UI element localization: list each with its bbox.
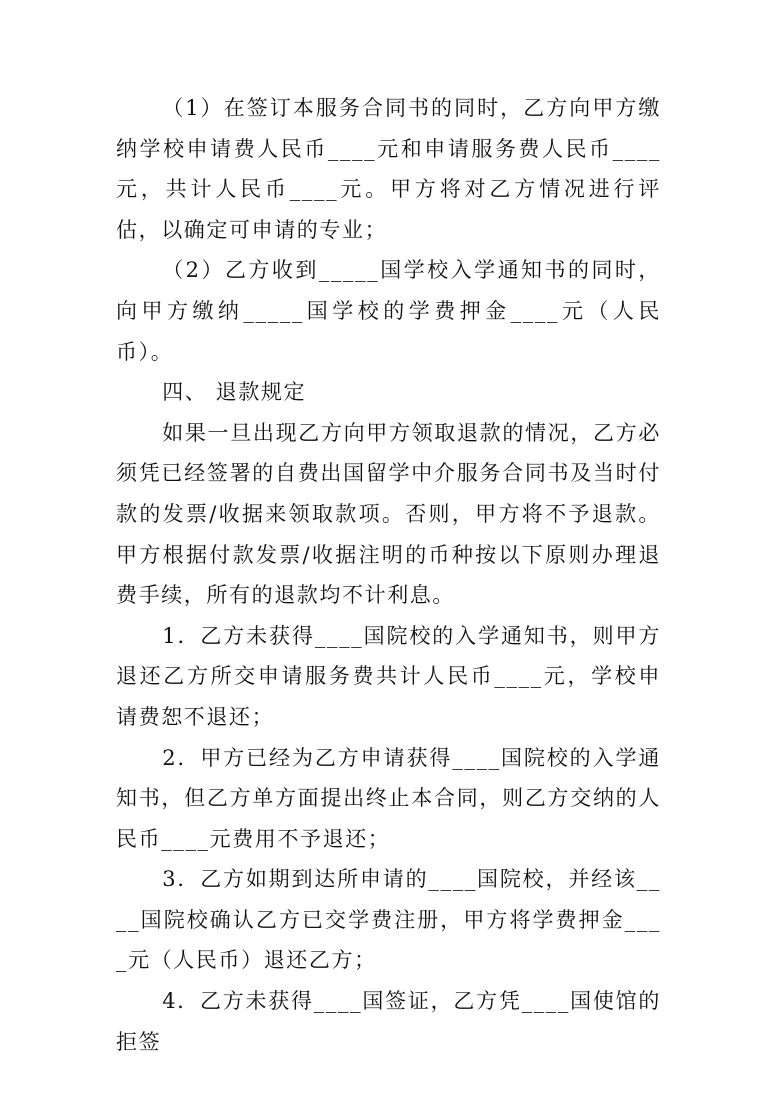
- paragraph-refund-item-1: 1．乙方未获得____国院校的入学通知书，则甲方退还乙方所交申请服务费共计人民币____元，学校申请费恕不退还；: [116, 623, 661, 729]
- paragraph-payment-application-fee: （1）在签订本服务合同书的同时，乙方向甲方缴纳学校申请费人民币____元和申请服务费人民币____元，共计人民币____元。甲方将对乙方情况进行评估，以确定可申请的专业；: [116, 96, 661, 242]
- paragraph-refund-item-2: 2．甲方已经为乙方申请获得____国院校的入学通知书，但乙方单方面提出终止本合同，则乙方交纳的人民币____元费用不予退还；: [116, 745, 661, 851]
- paragraph-payment-tuition-deposit: （2）乙方收到_____国学校入学通知书的同时，向甲方缴纳_____国学校的学费押金____元（人民币）。: [116, 258, 661, 364]
- paragraph-refund-conditions: 如果一旦出现乙方向甲方领取退款的情况，乙方必须凭已经签署的自费出国留学中介服务合同书及当时付款的发票/收据来领取款项。否则，甲方将不予退款。甲方根据付款发票/收据注明的币种按以下原则办理退费手续，所有的退款均不计利息。: [116, 420, 661, 608]
- paragraph-refund-item-4: 4．乙方未获得____国签证，乙方凭____国使馆的拒签: [116, 989, 661, 1054]
- document-body: [116, 88, 661, 1062]
- section-heading-refund-rules: 四、 退款规定: [162, 380, 307, 405]
- paragraph-refund-item-3: 3．乙方如期到达所申请的____国院校，并经该____国院校确认乙方已交学费注册，甲方将学费押金____元（人民币）退还乙方；: [116, 867, 661, 973]
